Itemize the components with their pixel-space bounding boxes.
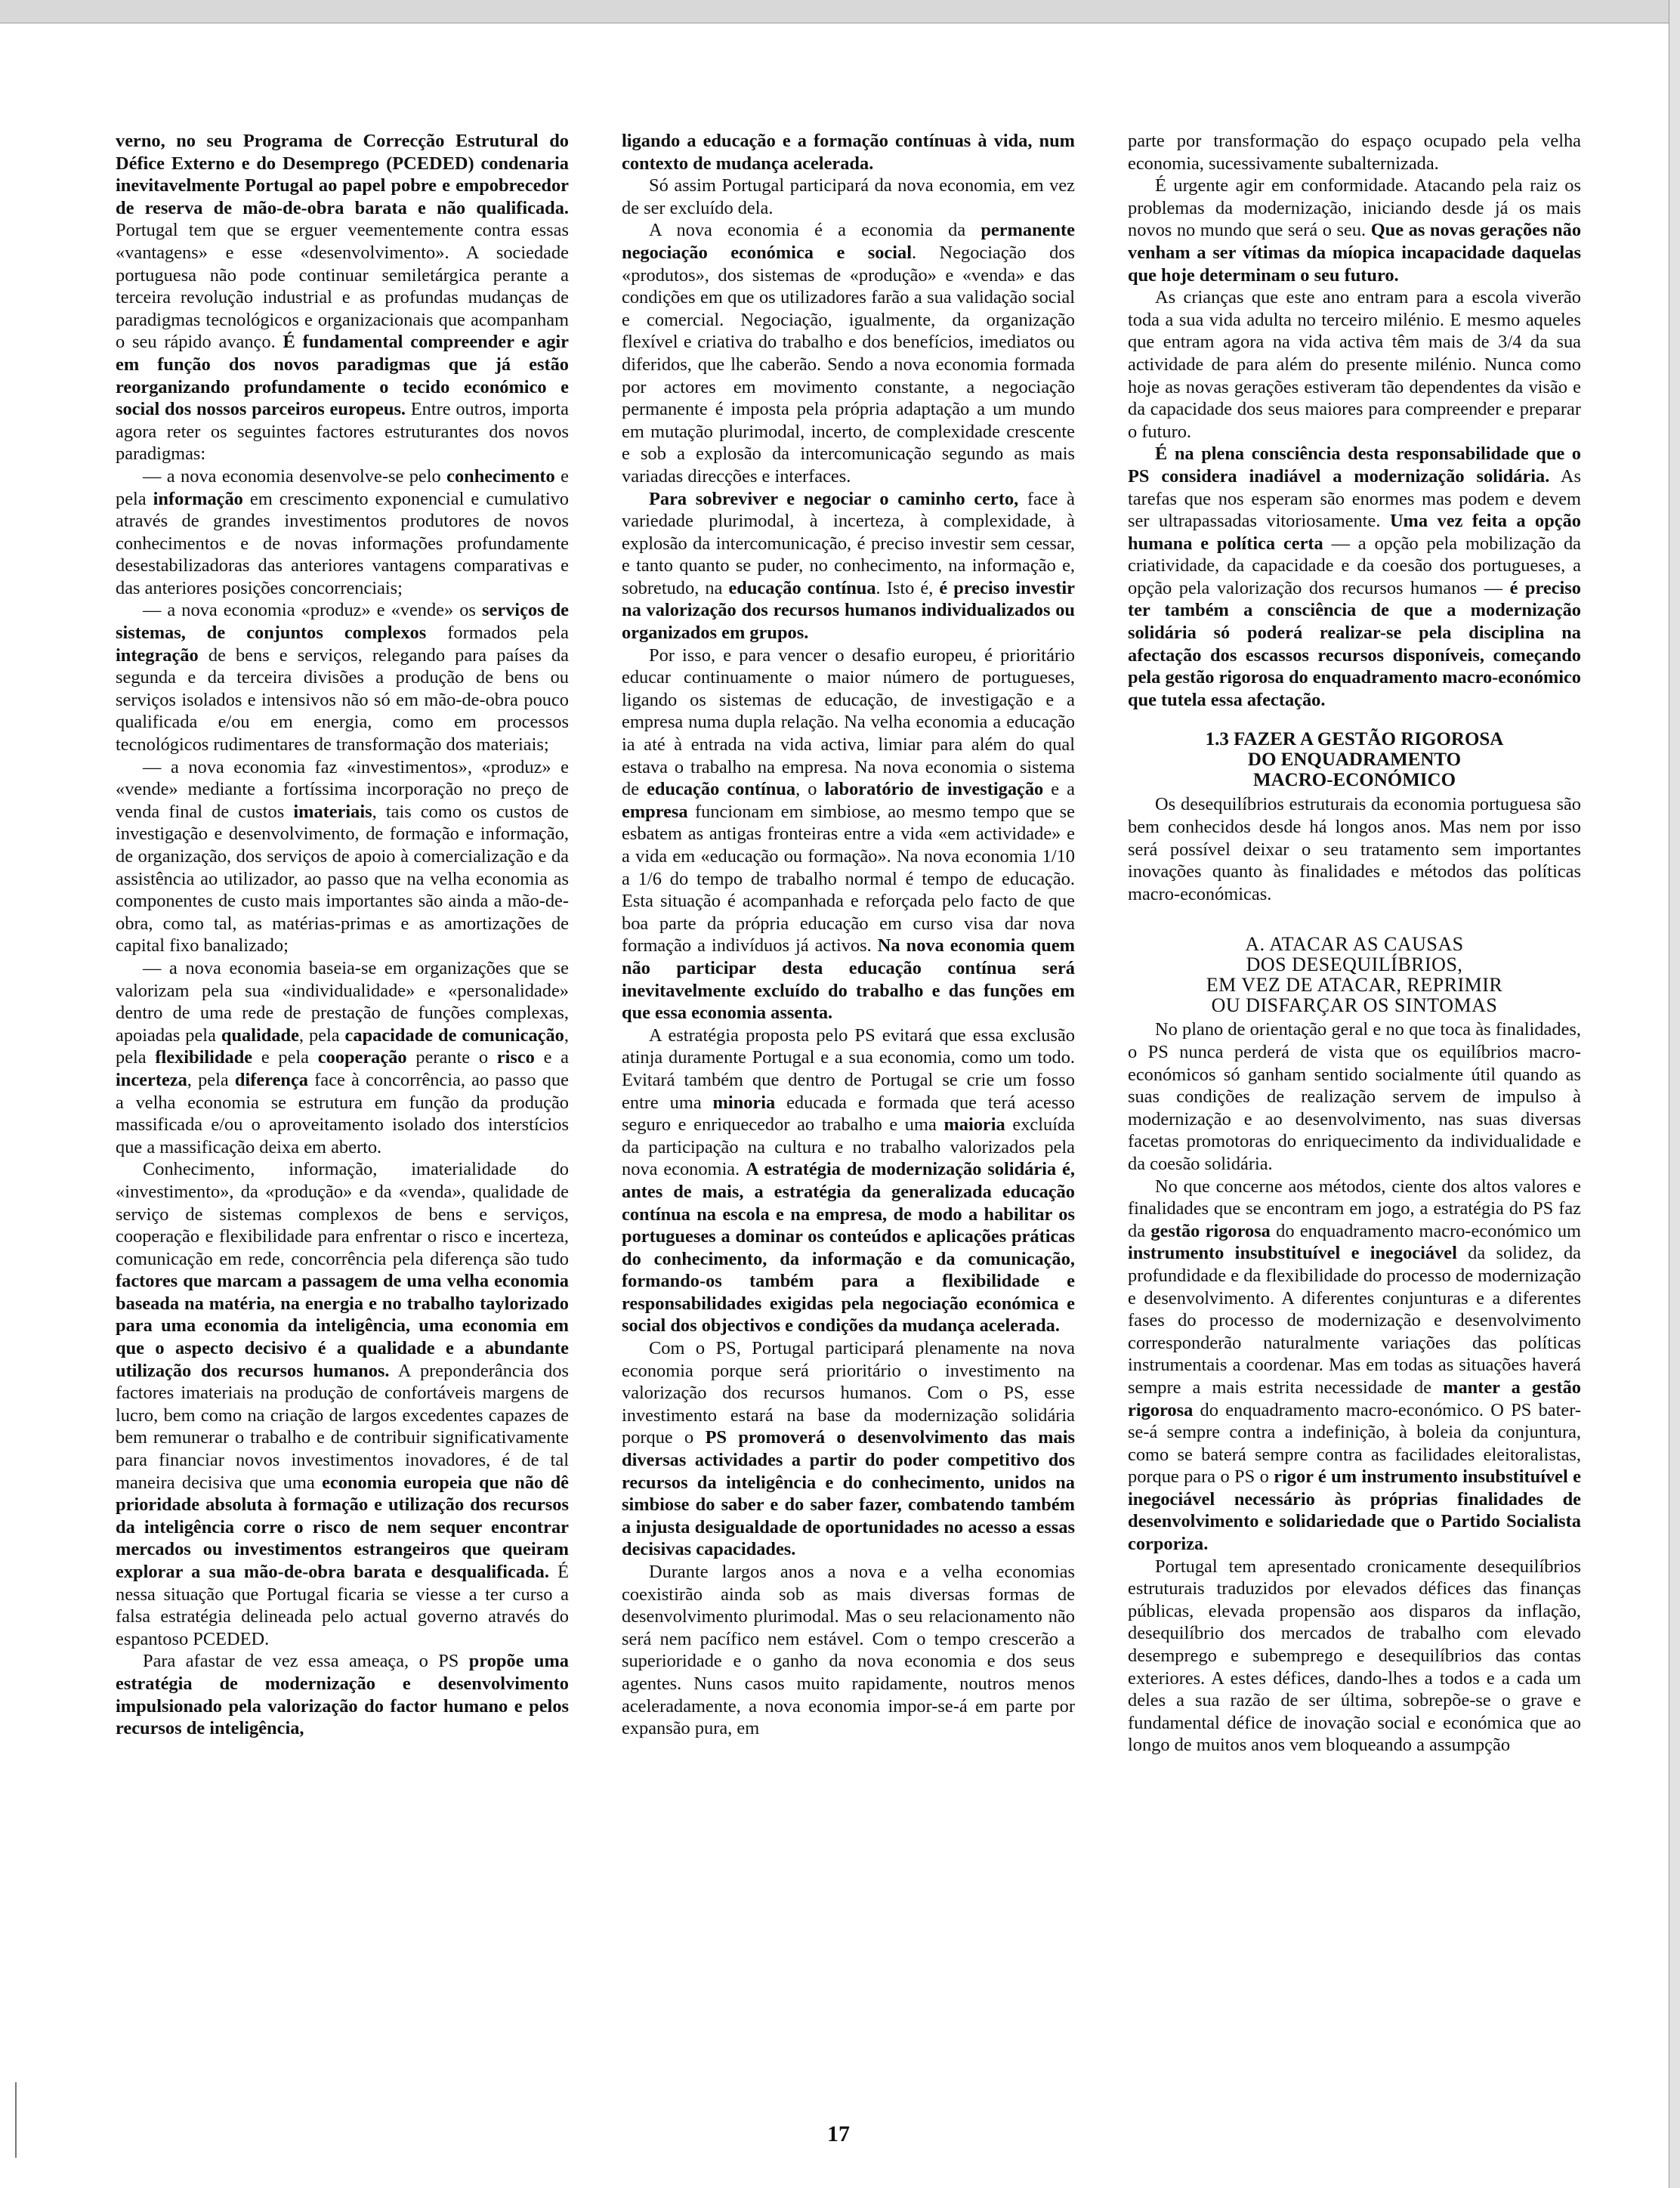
text-run: No plano de orientação geral e no que toca às finalidades, o PS nunca perderá de vista que os equilíbrios macro-económicos só ganham sentido socialmente útil quando as suas condições de realização servem de impulso à modernização e ao desenvolvimento, nas suas diversas facetas promotoras do enriquecimento da individualidade e da coesão solidária. <box>1128 1019 1581 1174</box>
page-number: 17 <box>827 2122 850 2146</box>
text-run: — a nova economia faz «investimentos», «produz» e «vende» mediante a fortíssima incorporação no preço de venda final de custos <box>116 756 569 822</box>
text-run: Por isso, e para vencer o desafio europeu, é prioritário educar continuamente o maior número de portugueses, ligando os sistemas de educação, de investigação e a empresa numa dupla relação. Na velha economia a educação ia até à entrada na vida activa, limiar para além do qual estava o trabalho na empresa. Na nova economia o sistema de <box>622 644 1075 800</box>
text-run: perante o <box>406 1047 497 1068</box>
paragraph <box>1128 175 1581 286</box>
text-run: — a nova economia baseia-se em organizações que se valorizam pela sua «individualidade» e «personalidade» dentro de uma rede de prestação de funções complexas, apoiadas pela <box>116 957 569 1046</box>
text-run: Para afastar de vez essa ameaça, o PS <box>143 1651 469 1672</box>
paragraph <box>622 1561 1075 1740</box>
paragraph <box>1128 1018 1581 1175</box>
scan-top-border <box>0 0 1680 23</box>
bold-text-run: manter a gestão rigorosa <box>1128 1377 1581 1420</box>
paragraph <box>1128 130 1581 175</box>
bold-text-run: é preciso investir na valorização dos recursos humanos individualizados ou organizados em grupos. <box>622 577 1075 644</box>
text-run: do enquadramento macro-económico. O PS bater-se-á sempre contra a indefinição, à boleia da conjuntura, como se baterá sempre contra as facilidades eleitoralistas, porque para o PS o <box>1128 1399 1581 1488</box>
text-run: e pela <box>252 1047 318 1068</box>
text-run: Com o PS, Portugal participará plenamente na nova economia porque será prioritário o investimento na valorização dos recursos humanos. Com o PS, esse investimento estará na base da modernização solidária porque o <box>622 1338 1075 1448</box>
bold-text-run: propõe uma estratégia de modernização e desenvolvimento impulsionado pela valorização do factor humano e pelos recursos de inteligência, <box>116 1651 569 1739</box>
section-heading <box>1128 729 1581 790</box>
subsection-heading-line: DOS DESEQUILÍBRIOS, <box>1246 953 1463 976</box>
text-run: Portugal tem apresentado cronicamente desequilíbrios estruturais traduzidos por elevados défices das finanças públicas, elevada propensão aos disparos da inflação, desequilíbrio dos mercados de trabalho com elevado desemprego e subemprego e desequilíbrios das contas exteriores. A estes défices, dando-lhes a todos e a cada um deles a sua razão de ser última, sobrepõe-se o grave e fundamental défice de inovação social e económica que ao longo de muitos anos vem bloqueando a assumpção <box>1128 1556 1581 1756</box>
section-heading-line: DO ENQUADRAMENTO <box>1247 749 1462 771</box>
paragraph <box>1128 1556 1581 1757</box>
text-run: A nova economia é a economia da <box>649 220 981 241</box>
scan-right-border <box>1669 0 1680 2188</box>
text-run: , o <box>795 779 825 800</box>
text-run: . Negociação dos «produtos», dos sistemas de «produção» e «venda» e das condições em que os utilizadores farão a sua validação social e comercial. Negociação, igualmente, da organização flexível e criativa do trabalho e dos benefícios, imediatos ou diferidos, que lhe caberão. Sendo a nova economia formada por actores em movimento constante, a negociação permanente é imposta pela própria adaptação a um mundo em mutação plurimodal, incerto, de complexidade crescente e sob a explosão da intercomunicação segundo as mais variadas direcções e interfaces. <box>622 242 1075 487</box>
text-run: e a <box>1043 779 1075 800</box>
paragraph <box>116 465 569 600</box>
text-run: Portugal tem que se erguer veementemente contra essas «vantagens» e esse «desenvolvimento». A sociedade portuguesa não pode continuar semiletárgica perante a terceira revolução industrial e as profundas mudanças de paradigmas tecnológicos e organizacionais que acompanham o seu rápido avanço. <box>116 220 569 353</box>
paragraph <box>622 175 1075 219</box>
paragraph <box>622 644 1075 1024</box>
bold-text-run: serviços de sistemas, de conjuntos complexos <box>116 600 569 644</box>
bold-text-run: ligando a educação e a formação contínuas à vida, num contexto de mudança acelerada. <box>622 131 1075 174</box>
bold-text-run: educação contínua <box>728 577 876 598</box>
text-run: No que concerne aos métodos, ciente dos altos valores e finalidades que se encontram em jogo, a estratégia do PS faz da <box>1128 1176 1581 1241</box>
text-run: — a nova economia «produz» e «vende» os <box>143 600 482 621</box>
bold-text-run: informação <box>153 488 243 509</box>
text-run: Só assim Portugal participará da nova economia, em vez de ser excluído dela. <box>622 175 1075 218</box>
text-run: A preponderância dos factores imateriais na produção de confortáveis margens de lucro, bem como na criação de largos excedentes capazes de bem remunerar o trabalho e de contribuir significativamente para financiar novos investimentos inovadores, é de tal maneira decisiva que uma <box>116 1360 569 1493</box>
bold-text-run: É fundamental compreender e agir em função dos novos paradigmas que já estão reorganizando profundamente o tecido económico e social dos nossos parceiros europeus. <box>116 332 569 420</box>
bold-text-run: flexibilidade <box>155 1047 253 1068</box>
text-run: de bens e serviços, relegando para países da segunda e da terceira divisões a produção de bens ou serviços isolados e intensivos não só em mão-de-obra pouco qualificada e/ou em energia, como em processos tecnológicos rudimentares de transformação dos materiais; <box>116 644 569 756</box>
paragraph <box>622 488 1075 644</box>
section-heading-line: 1.3 FAZER A GESTÃO RIGOROSA <box>1205 729 1504 750</box>
bold-text-run: Na nova economia quem não participar desta educação contínua será inevitavelmente excluído do trabalho e das funções em que essa economia assenta. <box>622 935 1075 1024</box>
bold-text-run: minoria <box>712 1092 776 1113</box>
bold-text-run: Que as novas gerações não venham a ser vítimas da míopica incapacidade daquelas que hoje determinam o seu futuro. <box>1128 220 1581 286</box>
paragraph <box>1128 1176 1581 1556</box>
bold-text-run: é preciso ter também a consciência de que a modernização solidária só poderá realizar-se pela disciplina na afectação dos escassos recursos disponíveis, começando pela gestão rigorosa do enquadramento macro-económico que tutela essa afectação. <box>1128 577 1581 710</box>
paragraph <box>116 1650 569 1739</box>
text-run: da solidez, da profundidade e da flexibilidade do processo de modernização e desenvolvimento. A diferentes conjunturas e a diferentes fases do processo de modernização e desenvolvimento corresponderão naturalmente variações das políticas instrumentais a coordenar. Mas em todas as situações haverá sempre a mais estrita necessidade de <box>1128 1243 1581 1398</box>
text-run: É urgente agir em conformidade. Atacando pela raiz os problemas da modernização, iniciando desde já os mais novos no mundo que será o seu. <box>1128 175 1581 241</box>
subsection-heading-line: EM VEZ DE ATACAR, REPRIMIR <box>1206 974 1503 997</box>
bold-text-run: Para sobreviver e negociar o caminho certo, <box>649 488 1019 509</box>
paragraph <box>116 1158 569 1650</box>
section-heading-line: MACRO-ECONÓMICO <box>1252 770 1456 791</box>
bold-text-run: É na plena consciência desta responsabilidade que o PS considera inadiável a modernização solidária. <box>1128 443 1581 487</box>
bold-text-run: integração <box>116 644 199 666</box>
text-run: Entre outros, importa agora reter os seguintes factores estruturantes dos novos paradigmas: <box>116 399 569 465</box>
bold-text-run: factores que marcam a passagem de uma velha economia baseada na matéria, na energia e no trabalho taylorizado para uma economia da inteligência, uma economia em que o aspecto decisivo é a qualidade e a abundante utilização dos recursos humanos. <box>116 1271 569 1381</box>
bold-text-run: A estratégia de modernização solidária é, antes de mais, a estratégia da generalizada educação contínua na escola e na empresa, de modo a habilitar os portugueses a dominar os conteúdos e aplicações práticas do conhecimento, da informação e da comunicação, formando-os também para a flexibilidade e responsabilidades exigidas pela negociação económica e social dos objectivos e condições da mudança acelerada. <box>622 1159 1075 1337</box>
text-run: formados pela <box>426 623 569 644</box>
paragraph <box>622 219 1075 487</box>
text-run: , pela <box>116 1024 569 1068</box>
text-run: do enquadramento macro-económico um <box>1270 1220 1581 1241</box>
text-run: , pela <box>298 1024 345 1046</box>
text-run: , tais como os custos de investigação e desenvolvimento, de formação e informação, de organização, dos serviços de apoio à comercialização e da assistência ao utilizador, ao passo que na velha economia as componentes de custo mais importantes são ainda a mão-de-obra, como tal, as matérias-primas e as amortizações de capital fixo banalizado; <box>116 801 569 956</box>
text-column-3 <box>1128 130 1581 2109</box>
text-run: — a opção pela mobilização da criatividade, da capacidade e da coesão dos portugueses, a opção pela valorização dos recursos humanos — <box>1128 533 1581 598</box>
text-run: educada e formada que terá acesso seguro e enriquecedor ao trabalho e uma <box>622 1092 1075 1136</box>
text-run: A estratégia proposta pelo PS evitará que essa exclusão atinja duramente Portugal e a sua economia, como um todo. Evitará também que dentro de Portugal se crie um fosso entre uma <box>622 1024 1075 1113</box>
bold-text-run: laboratório de investigação <box>824 779 1044 800</box>
paragraph <box>622 1024 1075 1337</box>
bold-text-run: economia europeia que não dê prioridade absoluta à formação e utilização dos recursos da inteligência corre o risco de nem sequer encontrar mercados ou investimentos estrangeiros que queiram explorar a sua mão-de-obra barata e desqualificada. <box>116 1472 569 1582</box>
text-run: parte por transformação do espaço ocupado pela velha economia, sucessivamente subalternizada. <box>1128 131 1581 174</box>
bold-text-run: empresa <box>622 801 688 822</box>
bold-text-run: Uma vez feita a opção humana e política certa <box>1128 511 1581 554</box>
text-run: em crescimento exponencial e cumulativo através de grandes investimentos produtores de novos conhecimentos e de novas informações profundamente desestabilizadoras das anteriores vantagens comparativas e das anteriores posições concorrenciais; <box>116 488 569 598</box>
text-run: As crianças que este ano entram para a escola viverão toda a sua vida adulta no terceiro milénio. E mesmo aqueles que entram agora na vida activa têm mais de 3/4 da sua actividade de para além do presente milénio. Nunca como hoje as novas gerações estiveram tão dependentes da visão e da capacidade dos seus maiores para compreender e preparar o futuro. <box>1128 287 1581 442</box>
bold-text-run: instrumento insubstituível e inegociável <box>1128 1243 1457 1264</box>
text-run: funcionam em simbiose, ao mesmo tempo que se esbatem as antigas fronteiras entre a vida «em actividade» e a vida em «educação ou formação». Na nova economia 1/10 a 1/6 do tempo de trabalho normal é tempo de educação. Esta situação é acompanhada e reforçada pelo facto de que boa parte da própria educação em curso visa dar nova formação a indivíduos já activos. <box>622 801 1075 956</box>
text-run: face à concorrência, ao passo que a velha economia se estrutura em função da produção massificada e/ou o aproveitamento isolado dos interstícios que a massificação deixa em aberto. <box>116 1069 569 1157</box>
text-column-1 <box>116 130 569 2109</box>
bold-text-run: rigor é um instrumento insubstituível e inegociável necessário às próprias finalidades de desenvolvimento e solidariedade que o Partido Socialista corporiza. <box>1128 1466 1581 1555</box>
bold-text-run: diferença <box>234 1069 308 1090</box>
bold-text-run: imateriais <box>293 801 372 822</box>
text-run: . Isto é, <box>876 577 940 598</box>
text-run: Os desequilíbrios estruturais da economia portuguesa são bem conhecidos desde há longos anos. Mas nem por isso será possível deixar o seu tratamento sem importantes inovações quanto às finalidades e métodos das políticas macro-económicas. <box>1128 794 1581 904</box>
paragraph <box>622 130 1075 175</box>
subsection-heading-line: OU DISFARÇAR OS SINTOMAS <box>1211 994 1498 1017</box>
paragraph <box>116 756 569 957</box>
bold-text-run: cooperação <box>317 1047 407 1068</box>
text-column-2 <box>622 130 1075 2109</box>
text-run: — a nova economia desenvolve-se pelo <box>143 465 447 487</box>
paragraph <box>1128 793 1581 905</box>
text-run: , pela <box>187 1069 235 1090</box>
paragraph <box>116 599 569 756</box>
text-run: face à variedade plurimodal, à incerteza, à complexidade, à explosão da intercomunicação, é preciso investir sem cessar, e tanto quanto se puder, no conhecimento, na informação e, sobretudo, na <box>622 488 1075 598</box>
bold-text-run: incerteza <box>116 1069 187 1090</box>
bold-text-run: risco <box>496 1047 535 1068</box>
bold-text-run: educação contínua <box>647 779 796 800</box>
bold-text-run: conhecimento <box>446 465 555 487</box>
paragraph <box>1128 443 1581 711</box>
scan-margin-mark <box>15 2082 17 2158</box>
paragraph <box>116 130 569 465</box>
subsection-heading <box>1128 934 1581 1015</box>
paragraph <box>116 957 569 1158</box>
subsection-heading-line: A. ATACAR AS CAUSAS <box>1245 933 1464 956</box>
text-run: Conhecimento, informação, imaterialidade do «investimento», da «produção» e da «venda», qualidade de serviço de sistemas complexos de bens e serviços, cooperação e flexibilidade para enfrentar o risco e incerteza, comunicação em rede, concorrência pela diferença são tudo <box>116 1159 569 1269</box>
text-run: e a <box>534 1047 569 1068</box>
paragraph <box>622 1337 1075 1561</box>
bold-text-run: permanente negociação económica e social <box>622 220 1075 263</box>
text-run: As tarefas que nos esperam são enormes mas podem e devem ser ultrapassadas vitoriosamente. <box>1128 465 1581 532</box>
text-run: excluída da participação na cultura e no trabalho valorizados pela nova economia. <box>622 1114 1075 1180</box>
bold-text-run: PS promoverá o desenvolvimento das mais diversas actividades a partir do poder competitivo dos recursos da inteligência e do conhecimento, unidos na simbiose do saber e do saber fazer, combatendo também a injusta desigualdade de oportunidades no acesso a essas decisivas capacidades. <box>622 1427 1075 1560</box>
paragraph <box>1128 286 1581 443</box>
bold-text-run: maioria <box>943 1114 1005 1136</box>
bold-text-run: qualidade <box>221 1024 299 1046</box>
text-run: e pela <box>116 465 569 509</box>
bold-text-run: capacidade de comunicação <box>344 1024 564 1046</box>
text-run: Durante largos anos a nova e a velha economias coexistirão ainda sob as mais diversas formas de desenvolvimento plurimodal. Mas o seu relacionamento não será nem pacífico nem estável. Com o tempo crescerão a superioridade e o ganho da nova economia e dos seus agentes. Nuns casos muito rapidamente, noutros menos aceleradamente, a nova economia impor-se-á em parte por expansão pura, em <box>622 1562 1075 1739</box>
text-run: É nessa situação que Portugal ficaria se viesse a ter curso a falsa estratégia delineada pelo actual governo através do espantoso PCEDED. <box>116 1562 569 1649</box>
bold-text-run: verno, no seu Programa de Correcção Estrutural do Défice Externo e do Desemprego (PCEDED) condenaria inevitavelmente Portugal ao papel pobre e empobrecedor de reserva de mão-de-obra barata e não qualificada. <box>116 131 569 218</box>
bold-text-run: gestão rigorosa <box>1150 1220 1271 1241</box>
